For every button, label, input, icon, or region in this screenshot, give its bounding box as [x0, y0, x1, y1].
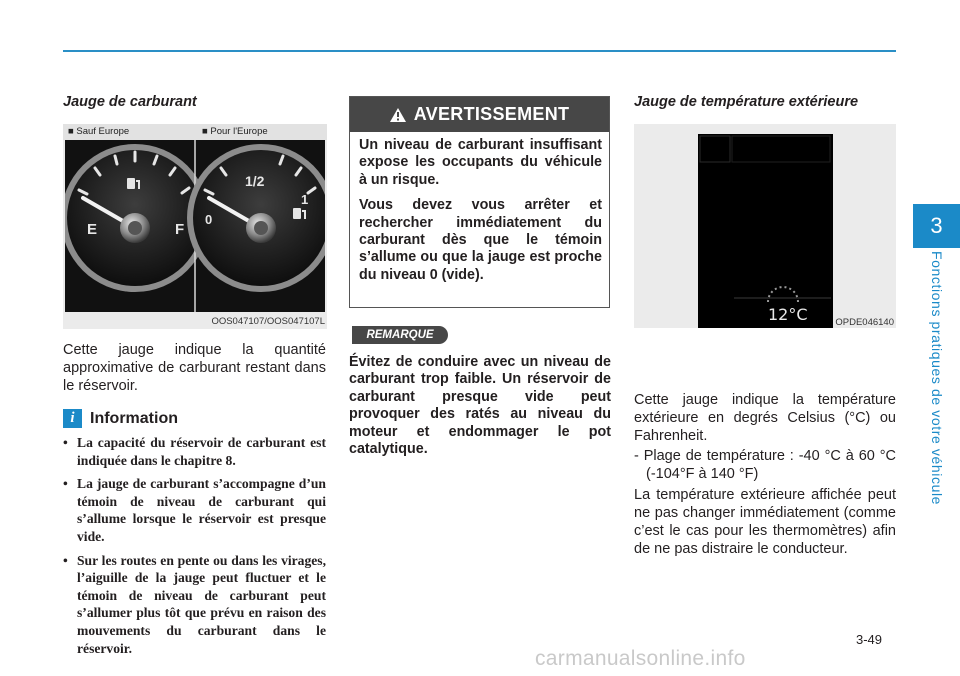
chapter-title: Fonctions pratiques de votre véhicule [929, 250, 945, 506]
cluster-display [698, 134, 833, 328]
warning-paragraph: Un niveau de carburant insuffisant expose les occupants du véhicule à un risque. [359, 137, 602, 188]
temperature-description: Cette jauge indique la température extérieure en degrés Celsius (°C) ou Fahrenheit. [634, 392, 896, 444]
gauge-right-zero: 0 [205, 212, 213, 227]
fuel-description: Cette jauge indique la quantité approximative de carburant restant dans le réservoir. [63, 342, 326, 394]
temperature-figure-code: OPDE046140 [835, 317, 894, 328]
chapter-tab [913, 204, 960, 248]
outside-temperature-readout: 12°C [768, 305, 808, 324]
information-title: Information [90, 409, 178, 427]
gauge-right-half: 1/2 [245, 173, 265, 189]
temperature-range: - Plage de température : -40 °C à 60 °C (-104°F à 140 °F) [634, 448, 896, 482]
tag-europe: ■ Pour l'Europe [202, 126, 268, 137]
fuel-gauge-photo [65, 140, 325, 312]
gauge-left-e: E [87, 221, 98, 238]
warning-body [350, 132, 609, 284]
tag-non-europe: ■ Sauf Europe [68, 126, 130, 137]
header-rule [63, 50, 896, 52]
temperature-text [634, 391, 896, 558]
temperature-gauge-heading: Jauge de température extérieure [634, 94, 859, 110]
figure-tags [63, 124, 327, 140]
page-number: 3-49 [856, 632, 883, 647]
warning-header [350, 97, 609, 132]
information-list [63, 434, 326, 663]
temperature-figure [634, 124, 896, 328]
list-item: • La jauge de carburant s’accompagne d’un témoin de niveau de carburant qui s’allume lorsque le réservoir est presque vide. [63, 475, 326, 545]
information-header [63, 409, 178, 428]
temperature-note: La température extérieure affichée peut ne pas changer immédiatement (comme c’est le cas pour les thermomètres) afin de ne pas distraire le conducteur. [634, 487, 896, 557]
remark-text: Évitez de conduire avec un niveau de carburant trop faible. Un réservoir de carburant presque vide peut provoquer des ratés au niveau du moteur et endommager le pot catalytique. [349, 354, 611, 458]
fuel-gauge-figure [63, 124, 327, 329]
remark-badge: REMARQUE [352, 326, 448, 344]
warning-paragraph: Vous devez vous arrêter et rechercher immédiatement du carburant dès que le témoin s’allume ou que la jauge est proche du niveau 0 (vide). [359, 197, 602, 283]
warning-title: AVERTISSEMENT [413, 104, 570, 124]
warning-box [349, 96, 610, 308]
warning-triangle-icon [390, 108, 406, 122]
list-item: • La capacité du réservoir de carburant est indiquée dans le chapitre 8. [63, 434, 326, 469]
gauge-right-one: 1 [301, 192, 309, 207]
chapter-number: 3 [930, 213, 943, 238]
fuel-figure-code: OOS047107/OOS047107L [211, 316, 325, 327]
list-item: • Sur les routes en pente ou dans les virages, l’aiguille de la jauge peut fluctuer et le témoin de niveau de carburant peut s’allumer plus tôt que prévu en raison des mouvements du carburant dans le réservoir. [63, 552, 326, 658]
info-icon: i [63, 409, 82, 428]
gauge-left-f: F [175, 221, 185, 238]
fuel-gauge-heading: Jauge de carburant [63, 94, 197, 110]
watermark: carmanualsonline.info [535, 647, 746, 670]
